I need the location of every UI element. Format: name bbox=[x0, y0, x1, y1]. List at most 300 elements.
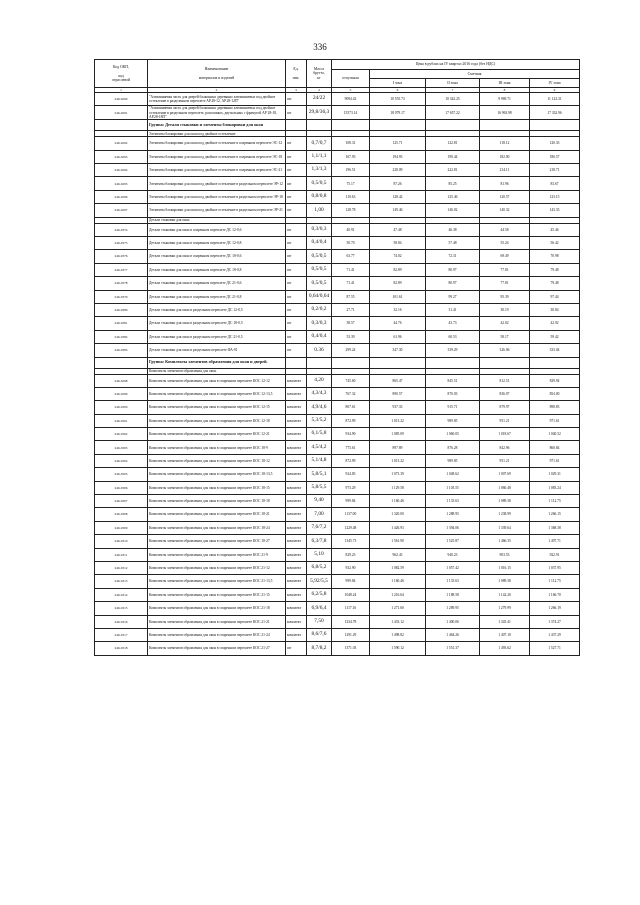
group-title: Группа: Детали стыковки и элементы блокировки для окон bbox=[148, 120, 286, 131]
header-wholesale: отпускная bbox=[332, 70, 370, 88]
row-price: 87.55 bbox=[332, 290, 370, 303]
row-zone-1-price: 82.89 bbox=[370, 277, 426, 290]
row-name: Комплекты элементов обрамления для окон в спаренном переплете КОС 18-21 bbox=[148, 508, 286, 521]
row-zone-2-price: 1 525.87 bbox=[426, 535, 480, 548]
table-row bbox=[95, 263, 580, 276]
row-price: 1371.03 bbox=[332, 642, 370, 655]
row-zone-1-price: 1 082.59 bbox=[370, 562, 426, 575]
row-zone-1-price: 82.89 bbox=[370, 263, 426, 276]
row-zone-2-price: 1 048.62 bbox=[426, 468, 480, 481]
row-zone-1-price: 18 079.17 bbox=[370, 106, 426, 120]
row-zone-2-price: 876.28 bbox=[426, 441, 480, 454]
row-mass: 9,40 bbox=[307, 495, 332, 508]
page-number: 336 bbox=[313, 42, 327, 52]
row-name: Комплекты элементов обрамления для окон в спаренном переплете КОС 12-15 bbox=[148, 401, 286, 414]
table-row bbox=[95, 481, 580, 494]
row-zone-4-price: 1 112.75 bbox=[530, 575, 580, 588]
row-price: 767.32 bbox=[332, 387, 370, 400]
row-code: 246-0376 bbox=[95, 250, 148, 263]
row-price: 924.83 bbox=[332, 468, 370, 481]
row-name: Комплекты элементов обрамления для окон в спаренном переплете КОС 21-21 bbox=[148, 615, 286, 628]
row-unit: комплект bbox=[286, 481, 307, 494]
row-name: Детали стыковки для окон в спаренном переплете ДС 21-0,8 bbox=[148, 290, 286, 303]
table-row bbox=[95, 428, 580, 441]
row-mass: 0.36 bbox=[307, 344, 332, 357]
row-unit: шт bbox=[286, 642, 307, 655]
row-unit: шт bbox=[286, 330, 307, 343]
row-zone-1-price: 347.30 bbox=[370, 344, 426, 357]
row-zone-3-price: 120.57 bbox=[480, 190, 530, 203]
row-name: "Алюминиевая часть для дверей балконных деревянно алюминиевых под двойное остекление в раздельном переплете, распашных, двупольных с фрамугой АР 28-18, АР.28-18П" bbox=[148, 106, 286, 120]
row-zone-4-price: 56.42 bbox=[530, 237, 580, 250]
empty-cell bbox=[332, 120, 370, 131]
row-code: 246-0305 bbox=[95, 468, 148, 481]
row-unit: шт bbox=[286, 250, 307, 263]
row-zone-1-price: 1 073.39 bbox=[370, 468, 426, 481]
row-zone-3-price: 1 089.38 bbox=[480, 495, 530, 508]
table-row bbox=[95, 615, 580, 628]
row-name: Комплекты элементов обрамления для окон в спаренном переплете КОС 21-18 bbox=[148, 602, 286, 615]
row-zone-4-price: 79.48 bbox=[530, 263, 580, 276]
column-index: 3 bbox=[286, 88, 307, 93]
subgroup-title: Комплекты элементов обрамления для окон. bbox=[148, 368, 286, 374]
row-zone-1-price: 1 129.58 bbox=[370, 481, 426, 494]
row-code: 246-0303 bbox=[95, 441, 148, 454]
row-mass: 0,4/0,4 bbox=[307, 237, 332, 250]
row-zone-3-price: 42.02 bbox=[480, 317, 530, 330]
row-mass: 8,6/7,6 bbox=[307, 628, 332, 641]
row-unit: комплект bbox=[286, 401, 307, 414]
column-index: 1 bbox=[95, 88, 148, 93]
row-zone-1-price: 1 160.46 bbox=[370, 495, 426, 508]
row-zone-2-price: 989.85 bbox=[426, 414, 480, 427]
row-zone-4-price: 83.67 bbox=[530, 177, 580, 190]
row-zone-4-price: 30.84 bbox=[530, 303, 580, 316]
column-index: 6 bbox=[370, 88, 426, 93]
table-row bbox=[95, 535, 580, 548]
row-zone-3-price: 1 089.38 bbox=[480, 575, 530, 588]
row-name: Детали стыковки для окон в раздельном переплете ДС 12-0,5 bbox=[148, 303, 286, 316]
row-zone-2-price: 60.53 bbox=[426, 330, 480, 343]
empty-cell bbox=[286, 357, 307, 368]
row-price: 9094.42 bbox=[332, 93, 370, 106]
row-mass: 5,1/4,8 bbox=[307, 454, 332, 467]
row-name: Комплекты элементов обрамления для окон в спаренном переплете КОС 18-13,5 bbox=[148, 468, 286, 481]
row-zone-3-price: 836.07 bbox=[480, 387, 530, 400]
row-zone-3-price: 95.39 bbox=[480, 290, 530, 303]
table-row bbox=[95, 575, 580, 588]
row-price: 745.60 bbox=[332, 374, 370, 387]
row-zone-4-price: 1 368.38 bbox=[530, 521, 580, 534]
row-name: "Алюминиевая часть для дверей балконных деревянно алюминиевых под двойное остекление в разделенном переплете АР.28-12, АР.28-12П" bbox=[148, 93, 286, 106]
group-row bbox=[95, 357, 580, 368]
row-zone-2-price: 1 057.42 bbox=[426, 562, 480, 575]
row-unit: шт bbox=[286, 344, 307, 357]
row-price: 75.17 bbox=[332, 177, 370, 190]
row-zone-2-price: 1 551.37 bbox=[426, 642, 480, 655]
row-zone-1-price: 61.96 bbox=[370, 330, 426, 343]
table-row bbox=[95, 588, 580, 601]
row-zone-3-price: 903.53 bbox=[480, 548, 530, 561]
row-mass: 0,5/0,5 bbox=[307, 277, 332, 290]
row-zone-2-price: 1 394.06 bbox=[426, 521, 480, 534]
row-code: 246-0377 bbox=[95, 263, 148, 276]
row-zone-1-price: 128.42 bbox=[370, 190, 426, 203]
row-zone-3-price: 16 963.98 bbox=[480, 106, 530, 120]
row-zone-1-price: 1 433.12 bbox=[370, 615, 426, 628]
row-name: Комплекты элементов обрамления для окон в спаренном переплете КОС 12-18 bbox=[148, 414, 286, 427]
row-mass: 5,92/5,5 bbox=[307, 575, 332, 588]
row-zone-3-price: 1 142.20 bbox=[480, 588, 530, 601]
row-price: 872.99 bbox=[332, 454, 370, 467]
row-name: Комплекты элементов обрамления для окон в спаренном переплете КОС 21-12 bbox=[148, 562, 286, 575]
row-zone-2-price: 989.85 bbox=[426, 454, 480, 467]
row-code: 246-0306 bbox=[95, 481, 148, 494]
row-zone-3-price: 77.81 bbox=[480, 263, 530, 276]
row-zone-2-price: 1 133.63 bbox=[426, 495, 480, 508]
row-price: 773.61 bbox=[332, 441, 370, 454]
row-zone-1-price: 1 590.12 bbox=[370, 642, 426, 655]
row-zone-2-price: 17 657.22 bbox=[426, 106, 480, 120]
row-zone-4-price: 45.46 bbox=[530, 223, 580, 236]
row-price: 299.24 bbox=[332, 344, 370, 357]
row-code: 246-0381 bbox=[95, 317, 148, 330]
row-mass: 4,5/4,2 bbox=[307, 441, 332, 454]
row-unit: комплект bbox=[286, 468, 307, 481]
table-row bbox=[95, 223, 580, 236]
row-zone-4-price: 11 122.31 bbox=[530, 93, 580, 106]
row-zone-1-price: 10 555.73 bbox=[370, 93, 426, 106]
empty-cell bbox=[530, 120, 580, 131]
row-unit: шт. bbox=[286, 93, 307, 106]
row-zone-4-price: 42.92 bbox=[530, 317, 580, 330]
row-zone-2-price: 1 188.58 bbox=[426, 588, 480, 601]
row-zone-1-price: 1 013.22 bbox=[370, 414, 426, 427]
row-unit: комплект bbox=[286, 454, 307, 467]
row-name: Комплекты элементов обрамления для окон в спаренном переплете КОС 21-24 bbox=[148, 628, 286, 641]
table-row bbox=[95, 277, 580, 290]
row-unit: комплект bbox=[286, 414, 307, 427]
row-unit: шт bbox=[286, 237, 307, 250]
row-mass: 4,20 bbox=[307, 374, 332, 387]
empty-cell bbox=[95, 120, 148, 131]
row-code: 246-0294 bbox=[95, 164, 148, 177]
row-price: 1117.16 bbox=[332, 602, 370, 615]
row-unit: шт bbox=[286, 303, 307, 316]
row-unit: шт bbox=[286, 223, 307, 236]
row-price: 63.77 bbox=[332, 250, 370, 263]
row-price: 110.63 bbox=[332, 190, 370, 203]
row-zone-2-price: 99.27 bbox=[426, 290, 480, 303]
row-zone-4-price: 120.33 bbox=[530, 137, 580, 150]
row-unit: шт bbox=[286, 263, 307, 276]
row-code: 246-0378 bbox=[95, 277, 148, 290]
row-zone-4-price: 971.61 bbox=[530, 414, 580, 427]
table-row bbox=[95, 190, 580, 203]
row-unit: комплект bbox=[286, 548, 307, 561]
row-mass: 0,3/0,3 bbox=[307, 317, 332, 330]
row-unit: комплект bbox=[286, 562, 307, 575]
row-zone-4-price: 829.94 bbox=[530, 374, 580, 387]
row-zone-1-price: 149.46 bbox=[370, 204, 426, 217]
row-zone-2-price: 85.25 bbox=[426, 177, 480, 190]
row-name: Детали стыковки для окон в спаренном переплете ДС 12-0,6 bbox=[148, 223, 286, 236]
row-name: Детали стыковки для окон в раздельном переплете ДС 21-0,5 bbox=[148, 330, 286, 343]
row-mass: 1,1/1,1 bbox=[307, 150, 332, 163]
row-zone-4-price: 1 266.19 bbox=[530, 602, 580, 615]
row-unit: комплект bbox=[286, 521, 307, 534]
row-zone-2-price: 1 464.26 bbox=[426, 628, 480, 641]
row-zone-4-price: 1 497.71 bbox=[530, 535, 580, 548]
row-name: Детали стыковки для окон в раздельном переплете ДС 18-0,5 bbox=[148, 317, 286, 330]
row-code: 246-0298 bbox=[95, 374, 148, 387]
row-zone-3-price: 140.32 bbox=[480, 204, 530, 217]
row-zone-4-price: 186.57 bbox=[530, 150, 580, 163]
row-zone-1-price: 962.43 bbox=[370, 548, 426, 561]
row-mass: 4,9/4,6 bbox=[307, 401, 332, 414]
row-mass: 4,3/4,3 bbox=[307, 387, 332, 400]
column-index: 5 bbox=[332, 88, 370, 93]
row-zone-1-price: 1 426.93 bbox=[370, 521, 426, 534]
column-index: 4 bbox=[307, 88, 332, 93]
table-row bbox=[95, 237, 580, 250]
header-zone-1: I зона bbox=[370, 79, 426, 88]
row-price: 38.57 bbox=[332, 317, 370, 330]
row-code: 246-0300 bbox=[95, 401, 148, 414]
row-mass: 0,7/0,7 bbox=[307, 137, 332, 150]
row-price: 50.70 bbox=[332, 237, 370, 250]
price-table bbox=[94, 59, 580, 656]
row-code: 246-0315 bbox=[95, 602, 148, 615]
row-unit: комплект bbox=[286, 588, 307, 601]
row-code: 246-0375 bbox=[95, 237, 148, 250]
row-zone-1-price: 890.57 bbox=[370, 387, 426, 400]
row-mass: 6,1/5,8 bbox=[307, 428, 332, 441]
row-unit: шт bbox=[286, 277, 307, 290]
row-code: 246-0292 bbox=[95, 137, 148, 150]
row-name: Комплекты элементов обрамления для окон в спаренном переплете КОС 21-13,5 bbox=[148, 575, 286, 588]
row-zone-3-price: 214.11 bbox=[480, 164, 530, 177]
row-mass: 5,10 bbox=[307, 548, 332, 561]
row-code: 246-0295 bbox=[95, 177, 148, 190]
row-zone-3-price: 77.81 bbox=[480, 277, 530, 290]
row-code: 246-0314 bbox=[95, 588, 148, 601]
row-zone-1-price: 1 216.64 bbox=[370, 588, 426, 601]
row-unit: комплект bbox=[286, 428, 307, 441]
row-mass: 29,8/36,3 bbox=[307, 106, 332, 120]
table-row bbox=[95, 93, 580, 106]
row-zone-1-price: 865.47 bbox=[370, 374, 426, 387]
table-row bbox=[95, 628, 580, 641]
row-zone-4-price: 1 040.52 bbox=[530, 428, 580, 441]
row-name: Элементы блокировки для окон под двойное остекление в раздельном переплете ЭР-12 bbox=[148, 177, 286, 190]
row-zone-3-price: 842.96 bbox=[480, 441, 530, 454]
row-zone-4-price: 17 332.96 bbox=[530, 106, 580, 120]
row-mass: 24/22 bbox=[307, 93, 332, 106]
empty-cell bbox=[480, 357, 530, 368]
row-price: 1234.78 bbox=[332, 615, 370, 628]
row-zone-4-price: 898.83 bbox=[530, 401, 580, 414]
row-code: 246-0297 bbox=[95, 204, 148, 217]
row-mass: 0,4/0,4 bbox=[307, 330, 332, 343]
row-price: 932.90 bbox=[332, 562, 370, 575]
row-name: Элементы блокировки для окон под двойное остекление в раздельном переплете ЭР-18 bbox=[148, 190, 286, 203]
row-name: Комплекты элементов обрамления для окон в спаренном переплете КОС 18-15 bbox=[148, 481, 286, 494]
empty-cell bbox=[332, 357, 370, 368]
group-title: Группа: Комплекты элементов обрамления для окон и дверей. bbox=[148, 357, 286, 368]
row-name: Комплекты элементов обрамления для окон в спаренном переплете КОС 21-9 bbox=[148, 548, 286, 561]
row-zone-2-price: 222.81 bbox=[426, 164, 480, 177]
row-price: 196.51 bbox=[332, 164, 370, 177]
row-zone-3-price: 81.96 bbox=[480, 177, 530, 190]
row-name: Комплекты элементов обрамления для окон в спаренном переплете КОС 12-21 bbox=[148, 428, 286, 441]
row-zone-1-price: 1 561.90 bbox=[370, 535, 426, 548]
row-unit: шт bbox=[286, 204, 307, 217]
row-price: 15573.14 bbox=[332, 106, 370, 120]
empty-cell bbox=[426, 120, 480, 131]
row-unit: комплект bbox=[286, 387, 307, 400]
header-price-title: Цена в рублях на IV квартал 2016 года (без НДС) bbox=[332, 60, 580, 70]
table-body bbox=[95, 93, 580, 656]
header-estimate: Сметная bbox=[370, 70, 580, 79]
row-code: 246-0311 bbox=[95, 548, 148, 561]
table-row bbox=[95, 454, 580, 467]
row-unit: комплект bbox=[286, 374, 307, 387]
row-name: Комплекты элементов обрамления для окон в спаренном переплете КОС 18-27 bbox=[148, 535, 286, 548]
column-index: 9 bbox=[530, 88, 580, 93]
row-zone-3-price: 1 007.69 bbox=[480, 468, 530, 481]
row-zone-4-price: 860.84 bbox=[530, 441, 580, 454]
row-zone-1-price: 1 498.82 bbox=[370, 628, 426, 641]
row-zone-2-price: 125.46 bbox=[426, 190, 480, 203]
row-zone-1-price: 228.09 bbox=[370, 164, 426, 177]
row-zone-1-price: 897.89 bbox=[370, 441, 426, 454]
row-mass: 7,6/7,2 bbox=[307, 521, 332, 534]
row-zone-2-price: 46.38 bbox=[426, 223, 480, 236]
row-zone-3-price: 951.21 bbox=[480, 414, 530, 427]
row-zone-2-price: 10 342.25 bbox=[426, 93, 480, 106]
row-mass: 6,9/6,4 bbox=[307, 602, 332, 615]
header-zone-2: II зона bbox=[426, 79, 480, 88]
row-zone-1-price: 937.33 bbox=[370, 401, 426, 414]
row-zone-2-price: 43.73 bbox=[426, 317, 480, 330]
row-zone-3-price: 326.06 bbox=[480, 344, 530, 357]
row-zone-3-price: 1 345.41 bbox=[480, 615, 530, 628]
row-zone-3-price: 951.21 bbox=[480, 454, 530, 467]
row-zone-3-price: 1 018.67 bbox=[480, 428, 530, 441]
row-name: Детали стыковки для окон в спаренном переплете ДС 12-0,8 bbox=[148, 237, 286, 250]
row-price: 1345.73 bbox=[332, 535, 370, 548]
row-zone-4-price: 854.00 bbox=[530, 387, 580, 400]
row-zone-4-price: 333.04 bbox=[530, 344, 580, 357]
row-zone-3-price: 1 279.99 bbox=[480, 602, 530, 615]
row-zone-2-price: 57.48 bbox=[426, 237, 480, 250]
row-zone-4-price: 1 437.29 bbox=[530, 628, 580, 641]
table-row bbox=[95, 508, 580, 521]
row-zone-4-price: 1 266.15 bbox=[530, 508, 580, 521]
row-code: 246-0307 bbox=[95, 495, 148, 508]
row-mass: 0,64/0,64 bbox=[307, 290, 332, 303]
header-mass: Масса брутто, кг bbox=[307, 60, 332, 88]
table-row bbox=[95, 468, 580, 481]
subgroup-title: Элементы блокировки для окон под двойное остекление bbox=[148, 131, 286, 137]
row-name: Комплекты элементов обрамления для окон в спаренном переплете КОС 12-13,5 bbox=[148, 387, 286, 400]
row-name: Элементы блокировки для окон под двойное остекление в спаренном переплете ЭС-12 bbox=[148, 137, 286, 150]
row-code: 246-0318 bbox=[95, 642, 148, 655]
row-zone-1-price: 47.48 bbox=[370, 223, 426, 236]
row-price: 1048.24 bbox=[332, 588, 370, 601]
row-name: Комплекты элементов обрамления для окон в спаренном переплете КОС 21-15 bbox=[148, 588, 286, 601]
row-mass: 0,2/0,2 bbox=[307, 303, 332, 316]
row-code: 246-0291 bbox=[95, 106, 148, 120]
row-price: 71.41 bbox=[332, 263, 370, 276]
column-index: 8 bbox=[480, 88, 530, 93]
header-code: Код ОКП, код отраслевой bbox=[95, 60, 148, 88]
table-row bbox=[95, 317, 580, 330]
row-mass: 0,5/0,5 bbox=[307, 177, 332, 190]
row-code: 246-0316 bbox=[95, 615, 148, 628]
subgroup-title: Детали стыковки для окон bbox=[148, 217, 286, 223]
table-row bbox=[95, 414, 580, 427]
row-zone-3-price: 1 466.35 bbox=[480, 535, 530, 548]
row-zone-3-price: 118.12 bbox=[480, 137, 530, 150]
row-zone-2-price: 72.31 bbox=[426, 250, 480, 263]
row-zone-3-price: 1 060.48 bbox=[480, 481, 530, 494]
row-zone-2-price: 146.02 bbox=[426, 204, 480, 217]
row-unit: шт bbox=[286, 106, 307, 120]
row-price: 71.41 bbox=[332, 277, 370, 290]
row-mass: 1,00 bbox=[307, 204, 332, 217]
table-row bbox=[95, 106, 580, 120]
row-code: 246-0317 bbox=[95, 628, 148, 641]
row-zone-1-price: 1 320.00 bbox=[370, 508, 426, 521]
row-zone-2-price: 339.29 bbox=[426, 344, 480, 357]
row-code: 246-0313 bbox=[95, 575, 148, 588]
row-unit: комплект bbox=[286, 602, 307, 615]
empty-cell bbox=[426, 357, 480, 368]
row-zone-1-price: 44.76 bbox=[370, 317, 426, 330]
row-zone-3-price: 69.49 bbox=[480, 250, 530, 263]
table-row bbox=[95, 642, 580, 655]
row-zone-1-price: 194.93 bbox=[370, 150, 426, 163]
row-zone-1-price: 87.26 bbox=[370, 177, 426, 190]
row-unit: комплект bbox=[286, 508, 307, 521]
row-unit: комплект bbox=[286, 628, 307, 641]
row-price: 40.91 bbox=[332, 223, 370, 236]
row-zone-2-price: 1 400.06 bbox=[426, 615, 480, 628]
row-zone-2-price: 1 103.55 bbox=[426, 481, 480, 494]
row-price: 167.93 bbox=[332, 150, 370, 163]
row-zone-3-price: 44.58 bbox=[480, 223, 530, 236]
row-zone-4-price: 79.48 bbox=[530, 277, 580, 290]
row-unit: комплект bbox=[286, 575, 307, 588]
row-zone-4-price: 59.42 bbox=[530, 330, 580, 343]
header-zone-3: III зона bbox=[480, 79, 530, 88]
row-price: 108.31 bbox=[332, 137, 370, 150]
row-zone-3-price: 182.00 bbox=[480, 150, 530, 163]
row-price: 128.78 bbox=[332, 204, 370, 217]
empty-cell bbox=[307, 120, 332, 131]
row-mass: 0,5/0,5 bbox=[307, 250, 332, 263]
row-mass: 0,3/0,3 bbox=[307, 223, 332, 236]
row-zone-2-price: 845.51 bbox=[426, 374, 480, 387]
row-code: 246-0308 bbox=[95, 508, 148, 521]
column-index: 2 bbox=[148, 88, 286, 93]
row-unit: шт bbox=[286, 317, 307, 330]
group-row bbox=[95, 120, 580, 131]
row-zone-1-price: 1 160.46 bbox=[370, 575, 426, 588]
table-row bbox=[95, 441, 580, 454]
